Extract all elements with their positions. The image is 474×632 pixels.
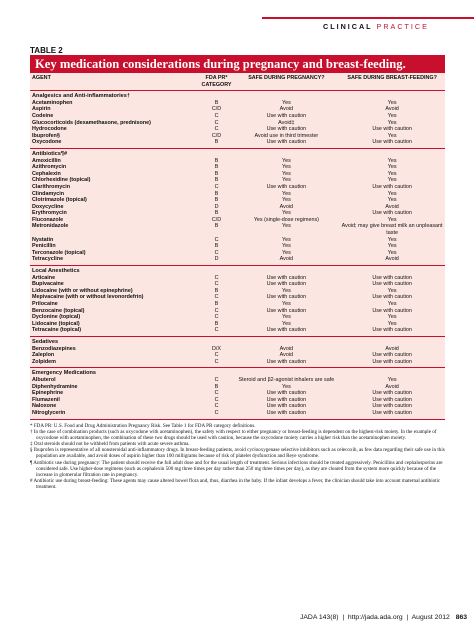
- table-row: [30, 346, 445, 353]
- cell-breastfeeding: Avoid: [385, 203, 399, 210]
- cell-category: B: [214, 243, 219, 250]
- cell-category: C: [214, 390, 219, 397]
- cell-breastfeeding: Avoid: [339, 256, 445, 265]
- cell-pregnancy: Use with caution: [234, 327, 340, 336]
- cell-category: C/D: [211, 216, 222, 223]
- cell-pregnancy: Use with caution: [234, 359, 340, 368]
- cell-pregnancy: Use with caution: [266, 390, 307, 397]
- cell-category: C: [214, 119, 219, 126]
- column-header-breastfeeding: SAFE DURING BREAST-FEEDING?: [339, 73, 445, 91]
- footer-url: http://jada.ada.org: [347, 614, 403, 621]
- cell-pregnancy: Use with caution: [266, 183, 307, 190]
- table-row: [30, 126, 445, 133]
- footnote: ‡ Oral steroids should not be withheld from patients with acute severe asthma.: [30, 441, 190, 448]
- cell-pregnancy: Yes: [281, 170, 291, 177]
- cell-agent: Benzocaine (topical): [32, 307, 85, 314]
- cell-pregnancy: Use with caution: [266, 274, 307, 281]
- cell-pregnancy: Yes: [281, 243, 291, 250]
- cell-agent: Glucocorticoids (dexamethasone, prednisone): [32, 119, 151, 126]
- cell-agent: Erythromycin: [32, 210, 67, 217]
- cell-breastfeeding: Use with caution: [372, 210, 412, 217]
- cell-pregnancy: Use with caution: [266, 112, 307, 119]
- table-row: [30, 359, 445, 368]
- cell-agent: Penicillin: [32, 243, 56, 250]
- table-row: [30, 327, 445, 336]
- table-section-heading: [30, 148, 445, 157]
- cell-pregnancy: Avoid: [279, 345, 294, 352]
- table-section-heading: [30, 368, 445, 377]
- cell-breastfeeding: Yes: [387, 119, 397, 126]
- cell-agent: Metronidazole: [32, 223, 69, 230]
- section-heading-label: Emergency Medications: [32, 370, 97, 377]
- cell-agent: Naloxone: [32, 403, 57, 410]
- footer-journal: JADA 143(8): [300, 614, 339, 621]
- cell-category: B: [214, 99, 219, 106]
- cell-agent: Azithromycin: [32, 164, 67, 171]
- cell-category: C: [200, 327, 234, 336]
- table-label: TABLE 2: [30, 46, 63, 55]
- cell-breastfeeding: Yes: [387, 99, 397, 106]
- table-row: [30, 377, 445, 384]
- cell-agent: Diphenhydramine: [32, 383, 78, 390]
- cell-category: C: [200, 359, 234, 368]
- cell-pregnancy: Avoid: [279, 203, 294, 210]
- cell-category: D: [214, 203, 219, 210]
- cell-category: C: [214, 403, 219, 410]
- table-section-heading: [30, 266, 445, 275]
- cell-category: B: [214, 164, 219, 171]
- cell-agent: Terconazole (topical): [32, 249, 86, 256]
- table-row: [30, 403, 445, 410]
- cell-breastfeeding: Yes: [387, 249, 397, 256]
- table-row: [30, 294, 445, 301]
- cell-pregnancy: Yes: [281, 249, 291, 256]
- cell-agent: Clarithromycin: [32, 183, 71, 190]
- table-row: [30, 139, 445, 148]
- cell-agent: Tetracaine (topical): [30, 327, 200, 336]
- cell-breastfeeding: Avoid; may give breast milk an unpleasant taste: [341, 223, 443, 237]
- table-row: [30, 204, 445, 211]
- cell-category: C/D: [211, 106, 222, 113]
- cell-category: B: [214, 170, 219, 177]
- table-row: [30, 281, 445, 288]
- cell-pregnancy: Avoid: [279, 352, 294, 359]
- cell-pregnancy: Use with caution: [266, 294, 307, 301]
- table-row: [30, 223, 445, 236]
- table-row: [30, 237, 445, 244]
- cell-category: B: [214, 197, 219, 204]
- cell-pregnancy: Avoid: [234, 256, 340, 265]
- cell-breastfeeding: Yes: [387, 112, 397, 119]
- cell-breastfeeding: Use with caution: [339, 327, 445, 336]
- table-row: [30, 352, 445, 359]
- table-row: [30, 321, 445, 328]
- table-body: [30, 91, 445, 419]
- cell-category: C: [214, 183, 219, 190]
- cell-pregnancy: Yes (single-dose regimens): [253, 216, 319, 223]
- table-row: [30, 384, 445, 391]
- cell-agent: Epinephrine: [32, 390, 64, 397]
- table-row: [30, 177, 445, 184]
- cell-breastfeeding: Use with caution: [372, 294, 412, 301]
- cell-pregnancy: Use with caution: [266, 307, 307, 314]
- cell-breastfeeding: Use with caution: [372, 352, 412, 359]
- cell-agent: Clotrimazole (topical): [32, 197, 87, 204]
- cell-pregnancy: Use with caution: [266, 396, 307, 403]
- cell-breastfeeding: Avoid: [385, 383, 399, 390]
- cell-breastfeeding: Use with caution: [372, 183, 412, 190]
- cell-category: C: [214, 274, 219, 281]
- table-row: [30, 120, 445, 127]
- table-row: [30, 308, 445, 315]
- cell-breastfeeding: Yes: [387, 132, 397, 139]
- cell-agent: Doxycycline: [32, 203, 64, 210]
- cell-category: B: [214, 301, 219, 307]
- cell-breastfeeding: Yes: [387, 320, 397, 327]
- cell-breastfeeding: Use with caution: [372, 390, 412, 397]
- cell-breastfeeding: Yes: [387, 376, 397, 383]
- cell-breastfeeding: Yes: [387, 170, 397, 177]
- cell-pregnancy: Avoid‡: [278, 119, 295, 126]
- table-row: [30, 191, 445, 198]
- cell-breastfeeding: Yes: [387, 197, 397, 204]
- cell-agent: Zaleplon: [32, 352, 55, 359]
- cell-category: D/X: [212, 345, 222, 352]
- table-row: [30, 171, 445, 178]
- cell-category: D: [200, 256, 234, 265]
- cell-agent: Lidocaine (with or without epinephrine): [32, 287, 133, 294]
- footnote: † In the case of combination products (such as oxycodone with acetaminophen), the safety with respect to either pregnancy or breast-feeding is dependent on the highest-risk moiety. In the example of oxycodone with acetaminophen, the combination of these two drugs should be used with caution, because the oxycodone moiety carries a higher risk than the acetaminophen moiety.: [30, 429, 437, 442]
- footnote: * FDA PR: U.S. Food and Drug Administration Pregnancy Risk. See Table 1 for FDA PR category definitions.: [30, 423, 256, 429]
- cell-agent: Zolpidem: [30, 359, 200, 368]
- medication-table: [30, 73, 445, 420]
- cell-breastfeeding: Use with caution: [339, 410, 445, 419]
- cell-breastfeeding: Avoid: [385, 106, 399, 113]
- cell-pregnancy: Yes: [281, 197, 291, 204]
- footnote: # Antibiotic use during breast-feeding: These agents may cause altered bowel flora and, thus, diarrhea in the baby. If the infant develops a fever, the clinician should take into account maternal antibiotic treatment.: [30, 477, 441, 490]
- cell-agent: Nystatin: [32, 236, 54, 243]
- cell-pregnancy: Yes: [281, 210, 291, 217]
- table-row: [30, 250, 445, 257]
- table-row: [30, 410, 445, 419]
- table-row: [30, 256, 445, 265]
- table-row: [30, 113, 445, 120]
- footnote: § Ibuprofen is representative of all nonsteroidal anti-inflammatory drugs. In breast-feeding patients, avoid cyclooxygenase selective inhibitors such as celecoxib, as few data regarding their safe use in this population are available, and avoid doses of aspirin higher than 100 milligrams because of risk of platelet dysfunction and Reye syndrome.: [30, 447, 445, 460]
- cell-pregnancy: Steroid and β2-agonist inhalers are safe: [238, 376, 335, 383]
- cell-agent: Codeine: [32, 112, 54, 119]
- table-row: [30, 210, 445, 217]
- cell-category: C: [214, 396, 219, 403]
- cell-agent: Clindamycin: [32, 190, 65, 197]
- cell-pregnancy: Yes: [281, 190, 291, 197]
- cell-category: B: [214, 177, 219, 184]
- cell-agent: Dyclonine (topical): [32, 314, 81, 321]
- cell-pregnancy: Yes: [281, 99, 291, 106]
- table-row: [30, 106, 445, 113]
- cell-breastfeeding: Yes: [387, 177, 397, 184]
- cell-agent: Oxycodone: [30, 139, 200, 148]
- page-footer: JADA 143(8) | http://jada.ada.org | August 2012 863: [300, 614, 468, 621]
- cell-agent: Aspirin: [32, 106, 51, 113]
- cell-breastfeeding: Yes: [387, 157, 397, 164]
- table-row: [30, 164, 445, 171]
- table-row: [30, 197, 445, 204]
- footer-date: August 2012: [411, 614, 450, 621]
- cell-category: B: [214, 287, 219, 294]
- column-header-agent: AGENT: [30, 73, 200, 91]
- cell-breastfeeding: Use with caution: [372, 396, 412, 403]
- cell-agent: Chlorhexidine (topical): [32, 177, 91, 184]
- cell-pregnancy: Yes: [281, 301, 291, 307]
- table-row: [30, 301, 445, 308]
- cell-pregnancy: Yes: [281, 320, 291, 327]
- table-title: Key medication considerations during pregnancy and breast-feeding.: [30, 55, 445, 73]
- cell-agent: Fluconazole: [32, 216, 64, 223]
- cell-pregnancy: Avoid: [279, 106, 294, 113]
- section-label: [323, 22, 429, 31]
- cell-agent: Tetracycline: [30, 256, 200, 265]
- column-header-pregnancy: SAFE DURING PREGNANCY?: [234, 73, 340, 91]
- cell-pregnancy: Avoid use in third trimester: [254, 132, 319, 139]
- cell-pregnancy: Yes: [281, 314, 291, 321]
- cell-breastfeeding: Use with caution: [339, 139, 445, 148]
- cell-category: C: [214, 236, 219, 243]
- cell-category: C: [214, 112, 219, 119]
- cell-breastfeeding: Yes: [387, 314, 397, 321]
- cell-pregnancy: Yes: [281, 177, 291, 184]
- section-label-bold: CLINICAL: [323, 22, 373, 31]
- table-row: [30, 314, 445, 321]
- table-row: [30, 133, 445, 140]
- cell-category: C: [214, 126, 219, 133]
- cell-pregnancy: Use with caution: [266, 126, 307, 133]
- cell-breastfeeding: Yes: [387, 236, 397, 243]
- cell-pregnancy: Use with caution: [234, 410, 340, 419]
- footnote: ¶ Antibiotic use during pregnancy: The patient should receive the full adult dose and for the usual length of treatment. Serious infections should be treated aggressively. Penicillins and cephalosporins are considered safe. Use higher-dose regimens (such as cephalexin 500 mg three times per day rather than 250 mg three times per day), as they are cleared from the system more quickly because of the increase in glomerular filtration rate in pregnancy.: [30, 459, 443, 478]
- cell-pregnancy: Use with caution: [234, 139, 340, 148]
- cell-breastfeeding: Use with caution: [372, 274, 412, 281]
- cell-pregnancy: Yes: [281, 157, 291, 164]
- cell-pregnancy: Yes: [281, 287, 291, 294]
- cell-agent: Articaine: [32, 274, 56, 281]
- cell-pregnancy: Yes: [281, 164, 291, 171]
- cell-pregnancy: Yes: [281, 236, 291, 243]
- footer-page-number: 863: [455, 614, 468, 621]
- cell-pregnancy: Yes: [281, 383, 291, 390]
- header-rule: [262, 17, 474, 19]
- cell-breastfeeding: Yes: [387, 164, 397, 171]
- cell-agent: Mepivacaine (with or without levonordefrin): [32, 294, 144, 301]
- cell-agent: Prilocaine: [32, 301, 58, 307]
- cell-breastfeeding: Yes: [387, 287, 397, 294]
- cell-agent: Nitroglycerin: [30, 410, 200, 419]
- cell-breastfeeding: Use with caution: [372, 307, 412, 314]
- table-section-heading: [30, 91, 445, 100]
- cell-category: C: [214, 352, 219, 359]
- cell-category: C: [214, 249, 219, 256]
- section-label-light: PRACTICE: [376, 22, 429, 31]
- table-section-heading: [30, 336, 445, 345]
- cell-category: B: [214, 157, 219, 164]
- cell-pregnancy: Use with caution: [266, 281, 307, 288]
- cell-category: C: [214, 294, 219, 301]
- cell-pregnancy: Yes: [281, 223, 291, 230]
- section-heading-label: Analgesics and Anti-inflammatories†: [32, 93, 131, 100]
- cell-breastfeeding: Use with caution: [372, 126, 412, 133]
- cell-agent: Ibuprofen§: [32, 132, 60, 139]
- section-heading-label: Antibiotics¶#: [32, 150, 68, 157]
- cell-breastfeeding: Yes: [387, 190, 397, 197]
- table-row: [30, 100, 445, 107]
- table-row: [30, 217, 445, 224]
- section-heading-label: Sedatives: [32, 338, 59, 345]
- table-header-row: [30, 73, 445, 91]
- cell-breastfeeding: Use with caution: [372, 403, 412, 410]
- column-header-category: FDA PR* CATEGORY: [200, 73, 234, 91]
- cell-breastfeeding: Avoid: [385, 345, 399, 352]
- cell-category: B: [214, 383, 219, 390]
- cell-agent: Amoxicillin: [32, 157, 61, 164]
- cell-category: B: [214, 223, 219, 230]
- cell-category: B: [200, 139, 234, 148]
- cell-category: B: [214, 210, 219, 217]
- table-row: [30, 288, 445, 295]
- cell-breastfeeding: Use with caution: [372, 281, 412, 288]
- cell-agent: Lidocaine (topical): [32, 320, 80, 327]
- cell-breastfeeding: Yes: [387, 243, 397, 250]
- table-row: [30, 243, 445, 250]
- cell-category: C: [214, 376, 219, 383]
- cell-breastfeeding: Yes: [387, 216, 397, 223]
- cell-category: C: [214, 281, 219, 288]
- table-row: [30, 390, 445, 397]
- cell-agent: Hydrocodone: [32, 126, 67, 133]
- cell-breastfeeding: Use with caution: [339, 359, 445, 368]
- table-row: [30, 158, 445, 165]
- section-heading-label: Local Anesthetics: [32, 268, 80, 275]
- cell-category: C: [214, 307, 219, 314]
- cell-agent: Bupivacaine: [32, 281, 64, 288]
- table-row: [30, 184, 445, 191]
- cell-agent: Acetaminophen: [32, 99, 73, 106]
- cell-agent: Flumazenil: [32, 396, 60, 403]
- cell-category: C/D: [211, 132, 222, 139]
- cell-agent: Benzodiazepines: [32, 345, 76, 352]
- table-row: [30, 397, 445, 404]
- table-row: [30, 275, 445, 282]
- cell-agent: Cephalexin: [32, 170, 61, 177]
- cell-category: B: [214, 320, 219, 327]
- footnotes: [30, 423, 448, 490]
- cell-category: C: [214, 314, 219, 321]
- cell-category: C: [200, 410, 234, 419]
- cell-category: B: [214, 190, 219, 197]
- cell-breastfeeding: Yes: [387, 301, 397, 307]
- cell-pregnancy: Use with caution: [266, 403, 307, 410]
- cell-agent: Albuterol: [32, 376, 56, 383]
